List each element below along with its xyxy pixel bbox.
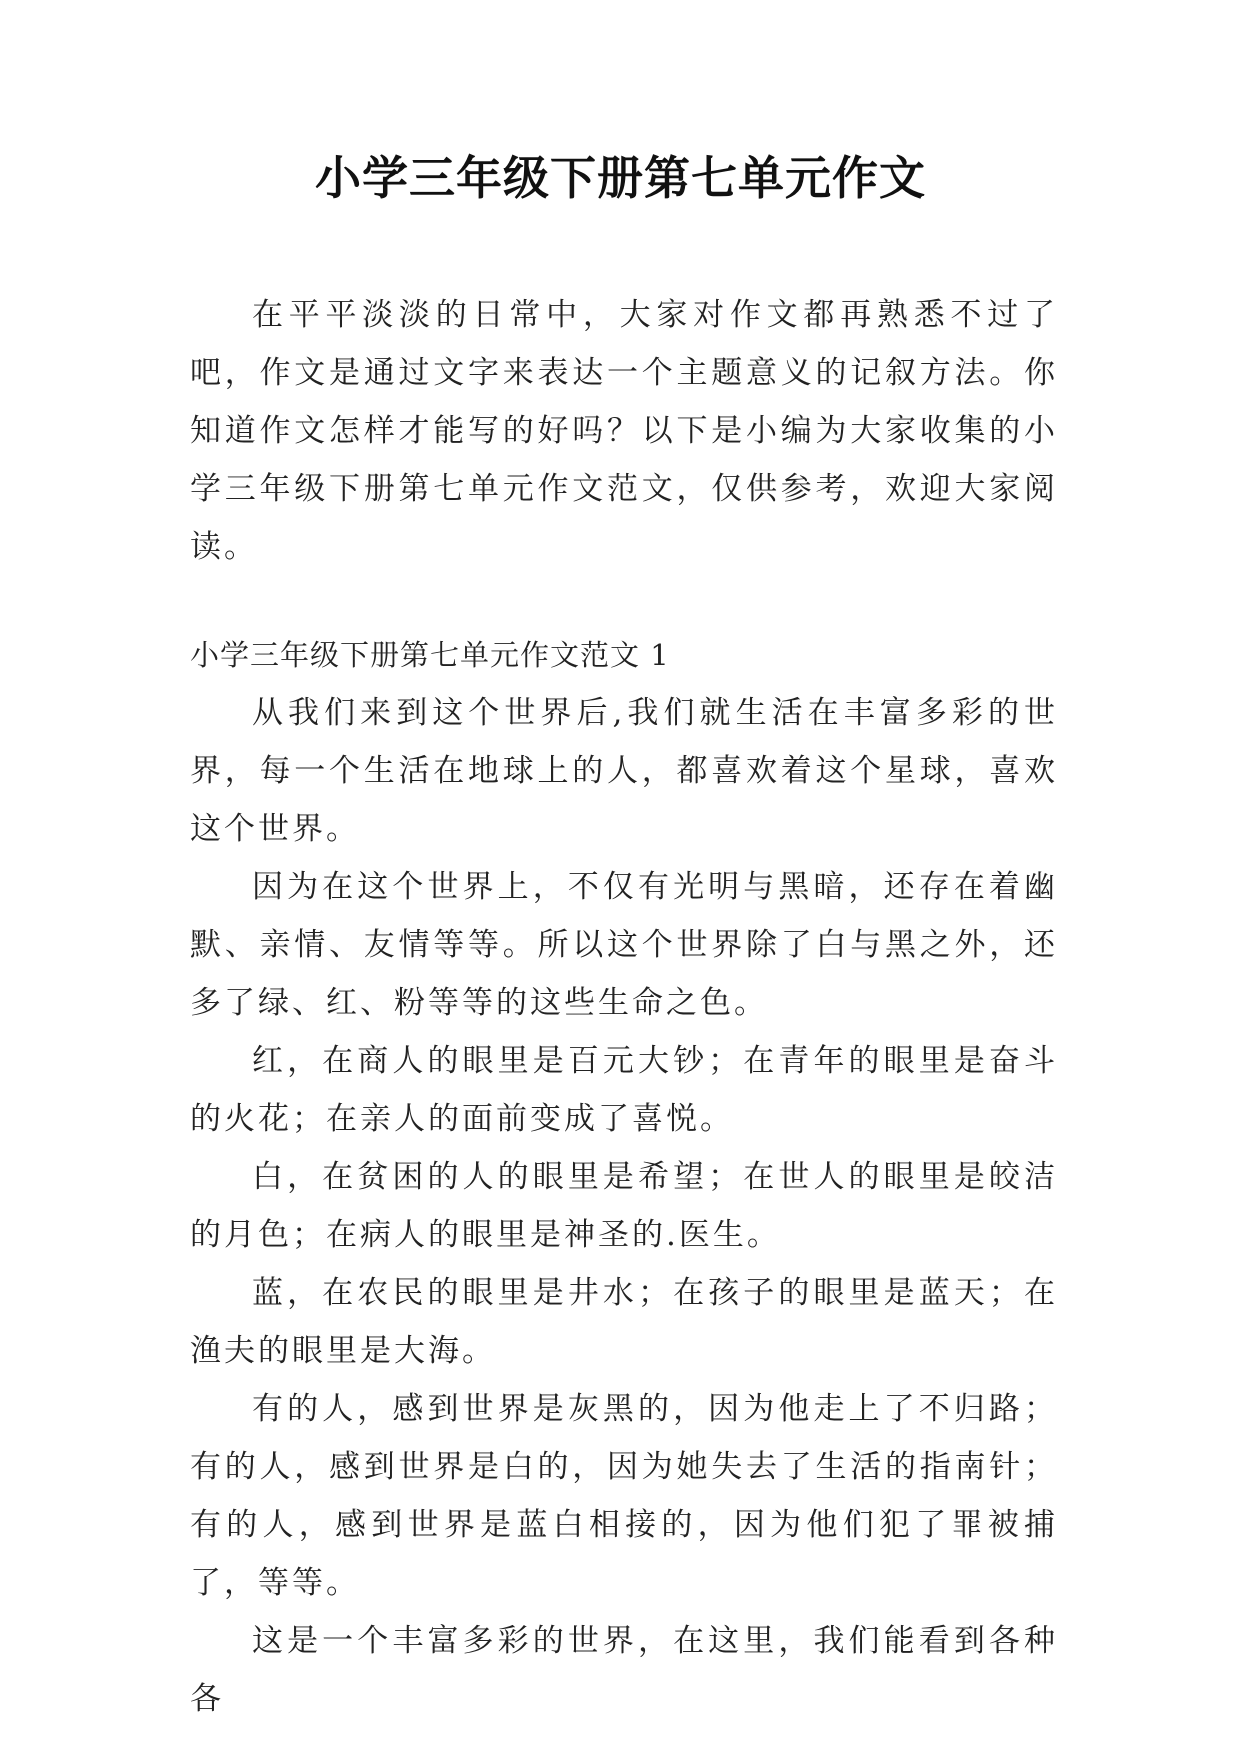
document-title: 小学三年级下册第七单元作文 [315, 151, 926, 205]
body-paragraph: 白，在贫困的人的眼里是希望；在世人的眼里是皎洁的月色；在病人的眼里是神圣的.医生。 [190, 1159, 1058, 1253]
body-paragraph: 有的人，感到世界是灰黑的，因为他走上了不归路；有的人，感到世界是白的，因为她失去了生活的指南针；有的人，感到世界是蓝白相接的，因为他们犯了罪被捕了，等等。 [190, 1391, 1058, 1601]
body-paragraph: 红，在商人的眼里是百元大钞；在青年的眼里是奋斗的火花；在亲人的面前变成了喜悦。 [190, 1043, 1058, 1137]
document-body [190, 286, 1058, 1728]
body-paragraph: 蓝，在农民的眼里是井水；在孩子的眼里是蓝天；在渔夫的眼里是大海。 [190, 1275, 1058, 1369]
body-paragraph: 这是一个丰富多彩的世界，在这里，我们能看到各种各 [190, 1623, 1058, 1717]
section-title: 小学三年级下册第七单元作文范文 1 [190, 638, 670, 672]
body-paragraph: 从我们来到这个世界后,我们就生活在丰富多彩的世界，每一个生活在地球上的人，都喜欢着这个星球，喜欢这个世界。 [190, 695, 1058, 847]
body-paragraph: 因为在这个世界上，不仅有光明与黑暗，还存在着幽默、亲情、友情等等。所以这个世界除了白与黑之外，还多了绿、红、粉等等的这些生命之色。 [190, 869, 1058, 1021]
intro-paragraph: 在平平淡淡的日常中，大家对作文都再熟悉不过了吧，作文是通过文字来表达一个主题意义的记叙方法。你知道作文怎样才能写的好吗？以下是小编为大家收集的小学三年级下册第七单元作文范文，仅供参考，欢迎大家阅读。 [190, 297, 1058, 565]
